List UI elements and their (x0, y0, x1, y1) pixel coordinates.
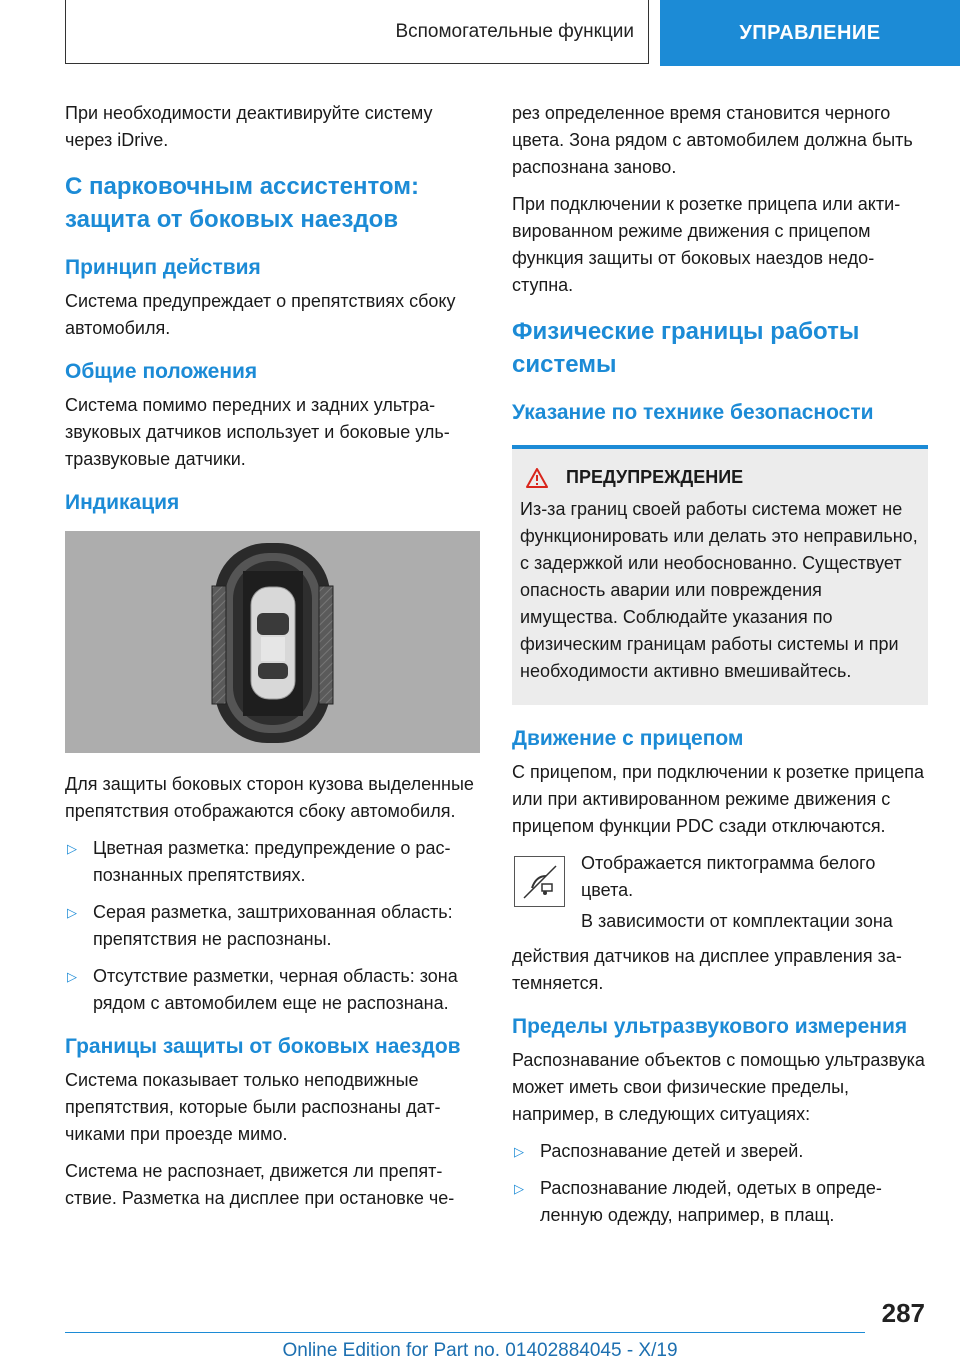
safety-heading: Указание по технике безопасности (512, 401, 874, 424)
principle-text: Система предупреждает о препятствиях сбоку автомобиля. (65, 291, 456, 338)
general-heading: Общие положения (65, 360, 258, 383)
triangle-right-icon: ▷ (514, 1144, 524, 1159)
list-item: ▷ Распознавание людей, одетых в определенную одежду, например, в плащ. (512, 1175, 928, 1229)
triangle-right-icon: ▷ (67, 841, 77, 856)
principle-heading: Принцип действия (65, 256, 261, 279)
warning-triangle-icon (526, 468, 548, 488)
display-heading: Индикация (65, 491, 180, 514)
warning-title: ПРЕДУПРЕЖДЕНИЕ (566, 467, 744, 487)
general-text: Система помимо передних и задних ультразвуковых датчиков использует и боковые ультразвуковые датчики. (65, 395, 450, 469)
chapter-tab: УПРАВЛЕНИЕ (660, 0, 960, 66)
triangle-right-icon: ▷ (67, 905, 77, 920)
legend-list (65, 835, 482, 1017)
triangle-right-icon: ▷ (67, 969, 77, 984)
warning-box (512, 445, 928, 705)
car-top-view-icon (65, 531, 480, 753)
trailer-heading: Движение с прицепом (512, 727, 744, 750)
pictogram-text-2: В зависимости от комплектации зона (581, 911, 893, 931)
side-protection-illustration (65, 531, 480, 753)
warning-text: Из-за границ своей работы система может не функционировать или делать это неправильно, с задержкой или необоснованно. Существует опасность аварии или повреждения имущества. Соблюдайте указания по физическим границам работы системы и при необходимости активно вмешивайтесь. (520, 499, 918, 681)
list-item: ▷ Отсутствие разметки, черная область: зона рядом с автомобилем еще не распознана. (65, 963, 482, 1017)
right-column (512, 100, 928, 1239)
list-item: ▷ Серая разметка, заштрихованная область: препятствия не распознаны. (65, 899, 482, 953)
section-title: Вспомогательные функции (65, 0, 649, 64)
trailer-text: С прицепом, при подключении к розетке прицепа или при активированном режиме движения с прицепом функции PDC сзади отключаются. (512, 762, 925, 836)
page-footer (0, 1290, 960, 1362)
page-number: 287 (881, 1298, 925, 1328)
left-column (65, 100, 482, 1222)
limits-text: Система показывает только неподвижные препятствия, которые были распознаны датчиками при проезде мимо. (65, 1070, 441, 1144)
list-item: ▷ Распознавание детей и зверей. (512, 1138, 928, 1165)
footer-divider (65, 1332, 865, 1333)
pictogram-text: Отображается пиктограмма белого цвета. (581, 853, 876, 900)
limits-text-continued: Система не распознает, движется ли препятствие. Разметка на дисплее при остановке че- (65, 1161, 455, 1208)
ultrasound-list (512, 1138, 928, 1229)
section-heading: С парковочным ассистентом: защита от боковых наездов (65, 173, 419, 233)
trailer-pictogram-icon (514, 856, 565, 907)
edition-text: Online Edition for Part no. 01402884045 - X/19 (282, 1340, 678, 1361)
physical-limits-heading: Физические границы работы системы (512, 318, 860, 378)
page-header (0, 0, 960, 66)
intro-text: При необходимости деактивируйте систему через iDrive. (65, 103, 433, 150)
triangle-right-icon: ▷ (514, 1181, 524, 1196)
list-item: ▷ Цветная разметка: предупреждение о распознанных препятствиях. (65, 835, 482, 889)
continued-text: рез определенное время становится черного цвета. Зона рядом с автомобилем должна быть распознана заново. (512, 103, 913, 177)
trailer-socket-text: При подключении к розетке прицепа или активированном режиме движения с прицепом функция защиты от боковых наездов недоступна. (512, 194, 901, 295)
limits-heading: Границы защиты от боковых наездов (65, 1035, 461, 1058)
display-text: Для защиты боковых сторон кузова выделенные препятствия отображаются сбоку автомобиля. (65, 774, 474, 821)
ultrasound-text: Распознавание объектов с помощью ультразвука может иметь свои физические пределы, например, в следующих ситуациях: (512, 1050, 925, 1124)
pictogram-text-3: действия датчиков на дисплее управления затемняется. (512, 946, 902, 993)
ultrasound-heading: Пределы ультразвукового измерения (512, 1015, 908, 1038)
